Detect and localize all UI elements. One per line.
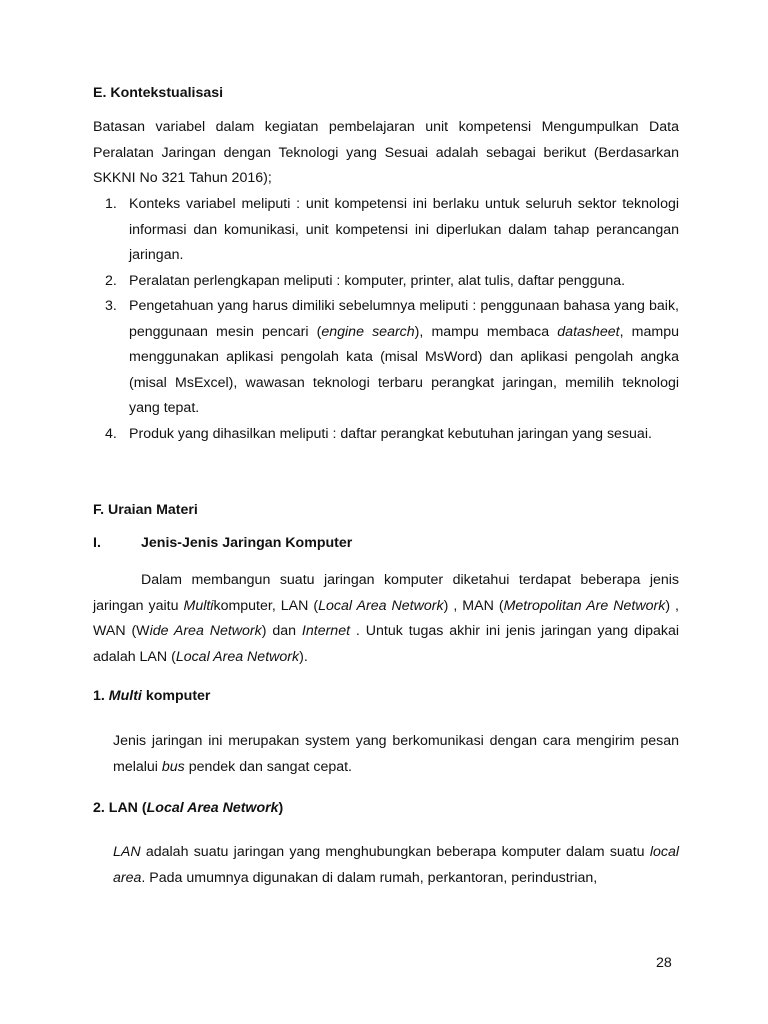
list-number: 1. [105,196,117,212]
list-item [93,294,679,422]
multi-komputer-paragraph: Jenis jaringan ini merupakan system yang berkomunikasi dengan cara mengirim pesan melalui bus pendek dan sangat cepat. [113,733,679,775]
italic-term: engine search [321,323,415,340]
list-text: Peralatan perlengkapan meliputi : komputer, printer, alat tulis, daftar pengguna. [129,272,626,289]
list-text: , mampu menggunakan aplikasi pengolah kata (misal MsWord) dan aplikasi pengolah angka (misal MsExcel), wawasan teknologi terbaru perangkat jaringan, memilih teknologi yang tepat. [129,323,679,416]
list-item [93,269,679,295]
italic-term: datasheet [557,323,620,340]
list-text: Pengetahuan yang harus dimiliki sebelumnya meliputi : penggunaan bahasa yang baik, penggunaan mesin pencari ( [129,298,679,340]
list-item [93,422,679,448]
list-number: 2. [105,272,117,289]
list-text: Produk yang dihasilkan meliputi : daftar perangkat kebutuhan jaringan yang sesuai. [129,425,652,442]
list-text: ), mampu membaca [414,323,558,340]
lan-paragraph: LAN adalah suatu jaringan yang menghubungkan beberapa komputer dalam suatu local area. Pada umumnya digunakan di dalam rumah, perkantoran, perindustrian, [113,844,679,886]
jenis-jaringan-paragraph: Dalam membangun suatu jaringan komputer diketahui terdapat beberapa jenis jaringan yaitu Multikomputer, LAN (Local Area Network) , MAN (Metropolitan Are Network) , WAN (Wide Area Network) dan Internet . Untuk tugas akhir ini jenis jaringan yang dipakai adalah LAN (Local Area Network). [93,572,680,665]
list-item [93,192,679,269]
section-e-heading: E. Kontekstualisasi [93,85,224,101]
list-number: 4. [105,425,117,442]
lan-heading: 2. LAN (Local Area Network) [93,800,284,816]
list-number: 3. [105,298,117,314]
subsection-heading [93,535,679,551]
section-f-heading: F. Uraian Materi [93,502,198,518]
list-text: Konteks variabel meliputi : unit kompetensi ini berlaku untuk seluruh sektor teknologi informasi dan komunikasi, unit kompetensi ini diperlukan dalam tahap perancangan jaringan. [129,196,679,263]
page-number: 28 [656,955,672,971]
subsection-title: Jenis-Jenis Jaringan Komputer [141,535,353,551]
multi-komputer-heading: 1. Multi komputer [93,688,211,704]
section-e-list [93,192,679,447]
section-e-intro: Batasan variabel dalam kegiatan pembelajaran unit kompetensi Mengumpulkan Data Peralatan Jaringan dengan Teknologi yang Sesuai adalah sebagai berikut (Berdasarkan SKKNI No 321 Tahun 2016); [93,119,679,186]
subsection-number: I. [93,535,101,551]
